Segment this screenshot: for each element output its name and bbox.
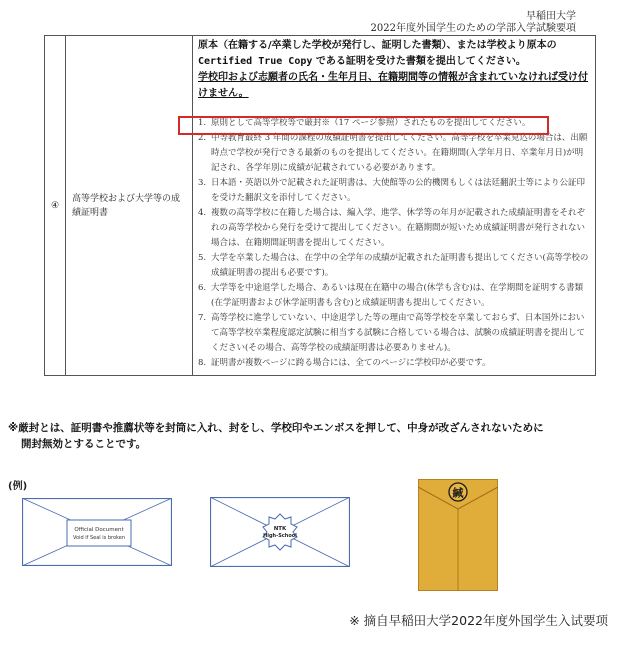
list-item bbox=[198, 206, 591, 251]
list-item-text: 日本語・英語以外で記載された証明書は、大使館等の公的機関もしくは法廷翻訳士等により公証印を受けた翻訳文を添付してください。 bbox=[211, 178, 586, 203]
list-item bbox=[198, 251, 591, 281]
header-guide-title: 2022年度外国学生のための学部入学試験要項 bbox=[370, 23, 576, 34]
list-item-text: 原則として高等学校等で厳封※（17 ページ参照）されたものを提出してください。 bbox=[211, 118, 531, 128]
list-item-number: 7. bbox=[198, 313, 207, 323]
list-item-number: 6. bbox=[198, 283, 207, 293]
list-item-text: 大学等を中途退学した場合、あるいは現在在籍中の場合(休学も含む)は、在学期間を証明する書類(在学証明書および休学証明書も含む)と成績証明書も提出してください。 bbox=[211, 283, 584, 308]
seal-stamp-char: 緘 bbox=[452, 486, 464, 500]
intro-line-2-rest: である証明を受けた書類を提出してください。 bbox=[315, 56, 526, 67]
list-item-text: 複数の高等学校に在籍した場合は、編入学、進学、休学等の年月が記載された成績証明書をそれぞれの高等学校から発行を受けて提出してください。在籍期間が短いため成績証明書が発行されない場合は、在籍期間証明書を提出してください。 bbox=[211, 208, 586, 248]
list-item-text: 高等学校に進学していない、中途退学した等の理由で高等学校を卒業しておらず、日本国外において高等学校卒業程度認定試験に相当する試験に合格している場合は、試験の成績証明書を提出してください(その場合、高等学校の成績証明書は必要ありません)。 bbox=[211, 313, 586, 353]
envelope-kraft-sealed bbox=[418, 479, 498, 591]
sealing-note bbox=[8, 420, 613, 452]
seal-text-1: NTK bbox=[273, 526, 287, 532]
list-item-text: 中等教育最終 3 年間の課程の成績証明書を提出してください。高等学校を卒業見込の場合は、出願時点で学校が発行できる最新のものを提出してください。在籍期間(入学年月日、卒業年月日)が明記され、各学年別に成績が記載されている必要があります。 bbox=[211, 133, 588, 173]
note-line-2: 開封無効とすることです。 bbox=[21, 438, 147, 450]
intro-underlined: 学校印および志願者の氏名・生年月日、在籍期間等の情報が含まれていなければ受け付けません。 bbox=[198, 72, 588, 99]
highlight-box bbox=[178, 116, 549, 135]
list-item bbox=[198, 356, 591, 371]
list-item-text: 大学を卒業した場合は、在学中の全学年の成績が記載された証明書も提出してください(高等学校の成績証明書の提出も必要です)。 bbox=[211, 253, 589, 278]
list-item-number: 4. bbox=[198, 208, 207, 218]
certified-true-copy: Certified True Copy bbox=[198, 56, 313, 67]
list-item-number: 8. bbox=[198, 358, 207, 368]
envelope-official-document bbox=[22, 498, 172, 566]
list-item-number: 3. bbox=[198, 178, 207, 188]
row-body bbox=[193, 36, 596, 376]
list-item-number: 2. bbox=[198, 133, 207, 143]
envelope-1-text-2: Void if Seal is broken bbox=[73, 535, 125, 541]
row-number: ④ bbox=[45, 36, 66, 376]
intro-line-2 bbox=[198, 54, 591, 70]
envelope-1-text-1: Official Document bbox=[74, 527, 124, 533]
list-item bbox=[198, 131, 591, 176]
list-item bbox=[198, 311, 591, 356]
envelope-school-seal bbox=[210, 497, 350, 567]
table-row bbox=[45, 36, 596, 376]
list-item-text: 証明書が複数ページに跨る場合には、全てのページに学校印が必要です。 bbox=[211, 358, 491, 368]
row-item-name: 高等学校および大学等の成績証明書 bbox=[66, 36, 193, 376]
example-label: (例) bbox=[8, 481, 28, 492]
list-item bbox=[198, 176, 591, 206]
list-item bbox=[198, 281, 591, 311]
intro-line-1: 原本（在籍する/卒業した学校が発行し、証明した書類）、または学校より原本の bbox=[198, 40, 557, 51]
note-line-1: ※厳封とは、証明書や推薦状等を封筒に入れ、封をし、学校印やエンボスを押して、中身が改ざんされないために bbox=[8, 422, 544, 434]
header-university: 早稲田大学 bbox=[526, 11, 576, 22]
requirements-list bbox=[198, 116, 591, 371]
list-item-number: 5. bbox=[198, 253, 207, 263]
seal-text-2: High-School bbox=[263, 533, 297, 539]
requirements-table bbox=[44, 35, 596, 376]
envelope-1-label bbox=[67, 520, 131, 546]
list-item-number: 1. bbox=[198, 118, 207, 128]
intro-text bbox=[198, 38, 591, 102]
source-caption: ※ 摘自早稲田大学2022年度外国学生入试要项 bbox=[349, 613, 608, 628]
